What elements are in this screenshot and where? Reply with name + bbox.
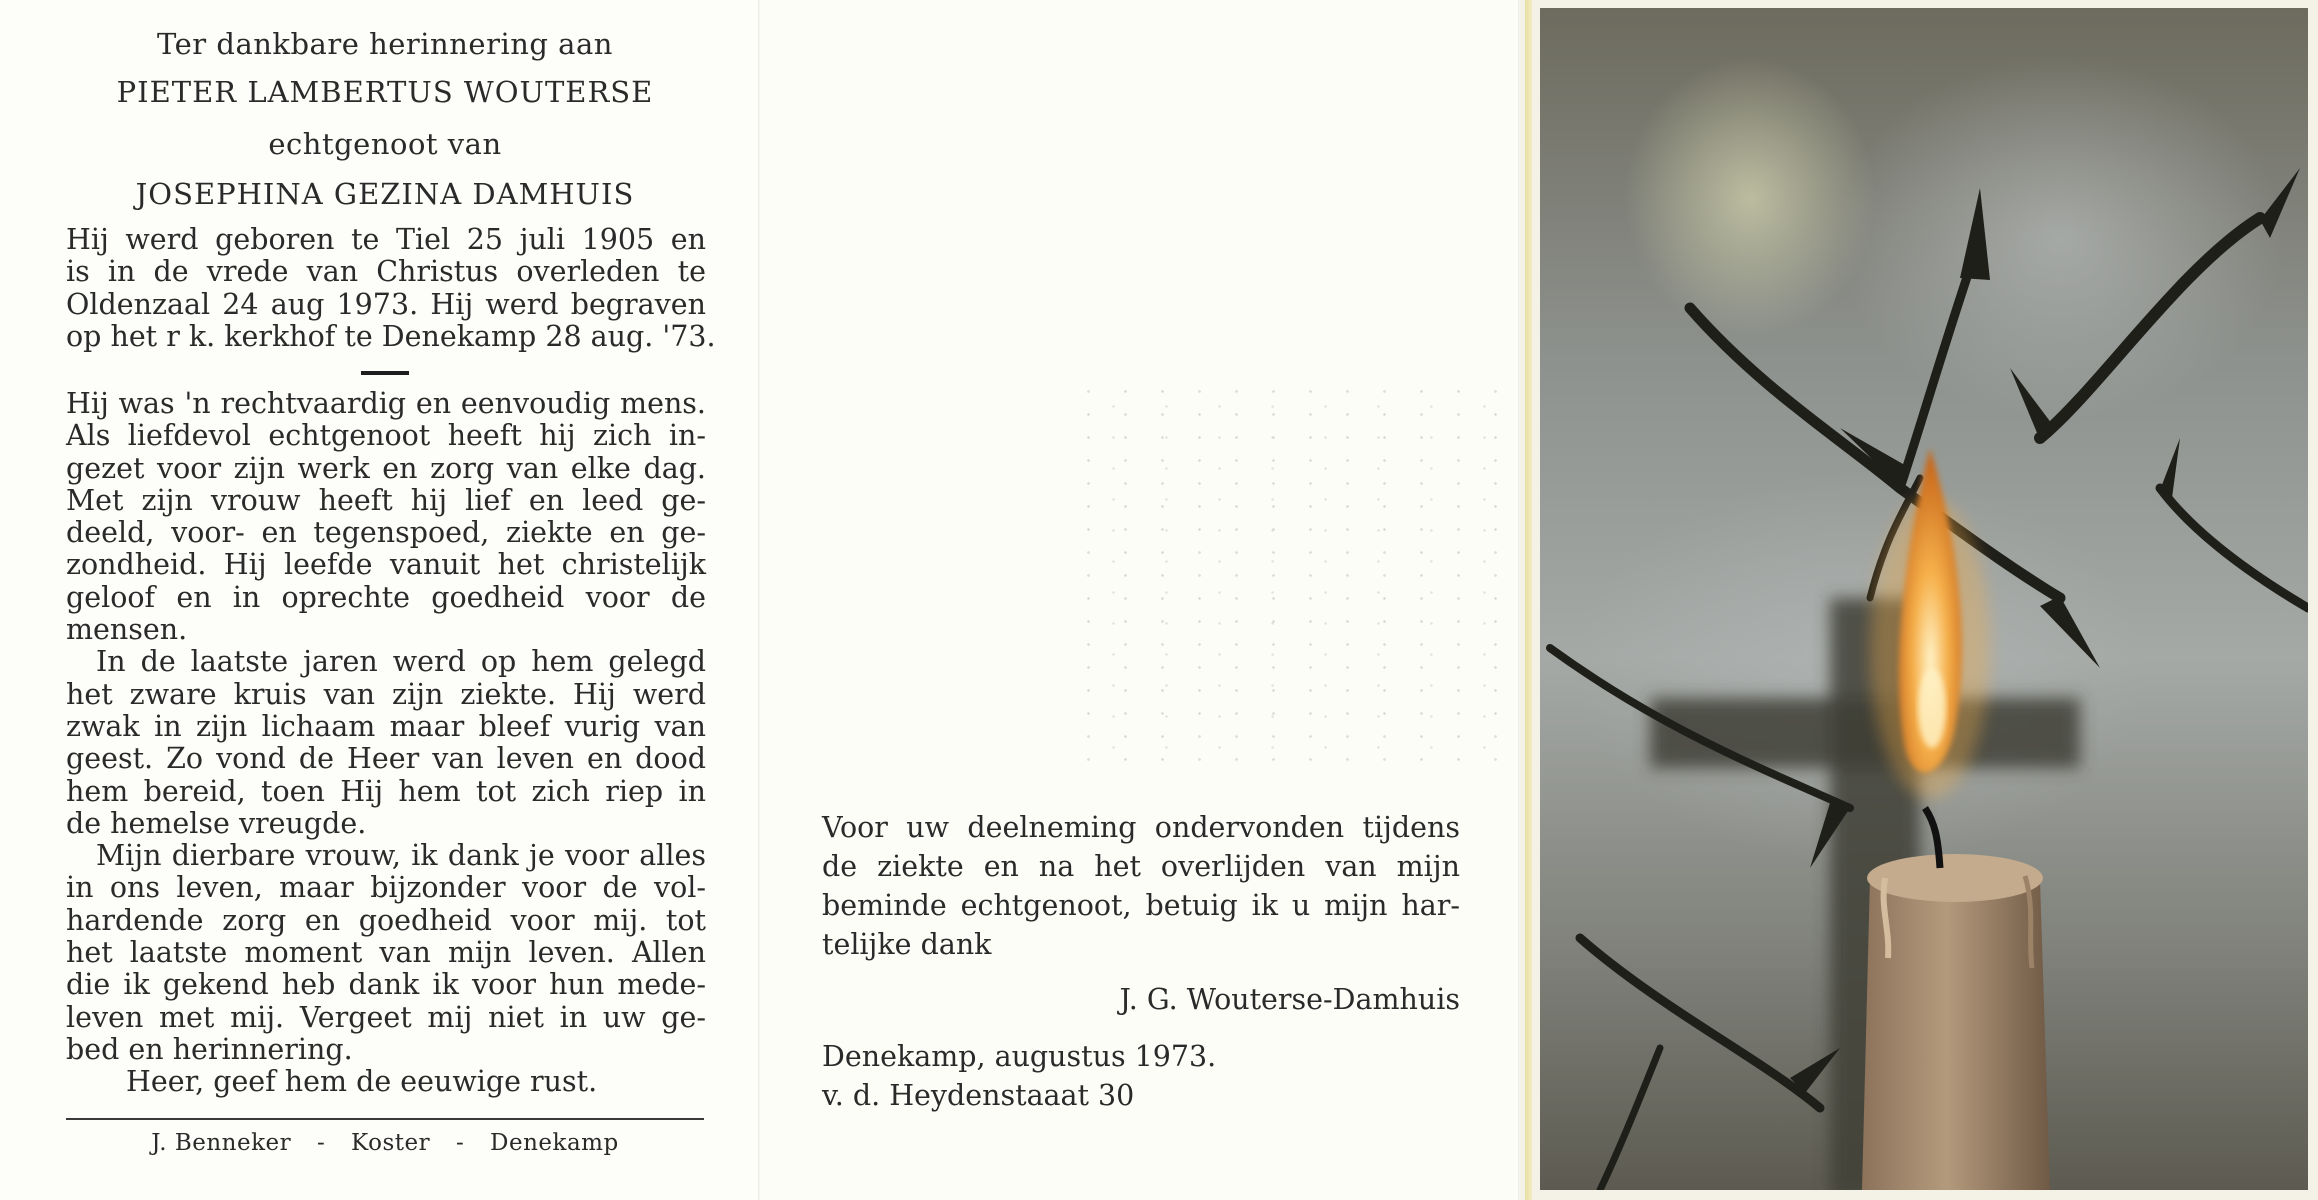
memorial-line: mensen. [66,613,188,647]
memorial-line: geest. Zo vond de Heer van leven en dood [66,742,706,776]
memorial-line: Als liefdevol echtgenoot heeft hij zich in- [66,419,706,453]
memorial-line: bed en herinnering. [66,1032,353,1066]
separator-dash [361,371,409,375]
memorial-line: Met zijn vrouw heeft hij lief en leed ge- [66,483,706,517]
memorial-line: in ons leven, maar bijzonder voor de vol- [66,871,706,905]
header-intro: Ter dankbare herinnering aan [157,27,613,61]
memorial-line: die ik gekend heb dank ik voor hun mede- [66,968,706,1002]
place-date: Denekamp, augustus 1973. [822,1040,1217,1073]
memorial-line: Mijn dierbare vrouw, ik dank je voor alles [96,839,706,873]
bio-line: Oldenzaal 24 aug 1973. Hij werd begraven [66,287,706,321]
printer-separator: - [455,1130,465,1156]
memorial-line: het zware kruis van zijn ziekte. Hij werd [66,677,706,711]
printer-role: Koster [351,1130,431,1156]
memorial-line: het laatste moment van mijn leven. Allen [66,936,706,970]
candle-with-cross-and-thorns-image [1540,8,2308,1190]
thanks-line: telijke dank [822,928,992,961]
thanks-line: de ziekte en na het overlijden van mijn [822,850,1460,883]
prayer-line: Heer, geef hem de eeuwige rust. [126,1065,598,1099]
memorial-line: de hemelse vreugde. [66,806,367,840]
memorial-line: Hij was 'n rechtvaardig en eenvoudig mens. [66,387,706,420]
photo-artwork [1540,8,2308,1190]
biography-paragraph [66,223,716,353]
printer-credit [66,1130,704,1156]
card-edge [1525,0,1532,1200]
bio-line: op het r k. kerkhof te Denekamp 28 aug. '73. [66,319,716,353]
footer-rule [66,1118,704,1120]
bio-line: is in de vrede van Christus overleden te [66,255,706,289]
memorial-line: zondheid. Hij leefde vanuit het christelijk [66,548,706,582]
printer-name: J. Benneker [151,1130,292,1156]
memorial-line: hardende zorg en goedheid voor mij. tot [66,903,706,937]
memorial-line: leven met mij. Vergeet mij niet in uw ge- [66,1000,706,1034]
candle-flame [1870,448,1990,798]
printer-place: Denekamp [490,1130,619,1156]
thanks-line: beminde echtgenoot, betuig ik u mijn har- [822,889,1460,922]
address: v. d. Heydenstaaat 30 [822,1079,1135,1112]
memorial-line: hem bereid, toen Hij hem tot zich riep in [66,774,706,808]
print-speckles [1070,380,1520,770]
fold-line-left [758,0,760,1200]
thanks-paragraph [822,808,1460,964]
memorial-line: In de laatste jaren werd op hem gelegd [96,645,706,679]
memorial-text [66,388,706,1099]
header-relation: echtgenoot van [268,127,502,161]
memorial-line: geloof en in oprechte goedheid voor de [66,580,706,614]
spouse-name: JOSEPHINA GEZINA DAMHUIS [135,177,635,211]
signature: J. G. Wouterse-Damhuis [1119,983,1460,1016]
bio-line: Hij werd geboren te Tiel 25 juli 1905 en [66,223,706,256]
thanks-line: Voor uw deelneming ondervonden tijdens [822,811,1460,844]
memorial-line: deeld, voor- en tegenspoed, ziekte en ge- [66,516,706,550]
memorial-line: zwak in zijn lichaam maar bleef vurig van [66,709,706,743]
candle-body [1862,854,2050,1190]
deceased-name: PIETER LAMBERTUS WOUTERSE [116,75,654,109]
printer-separator: - [316,1130,326,1156]
memorial-line: gezet voor zijn werk en zorg van elke dag. [66,451,706,485]
